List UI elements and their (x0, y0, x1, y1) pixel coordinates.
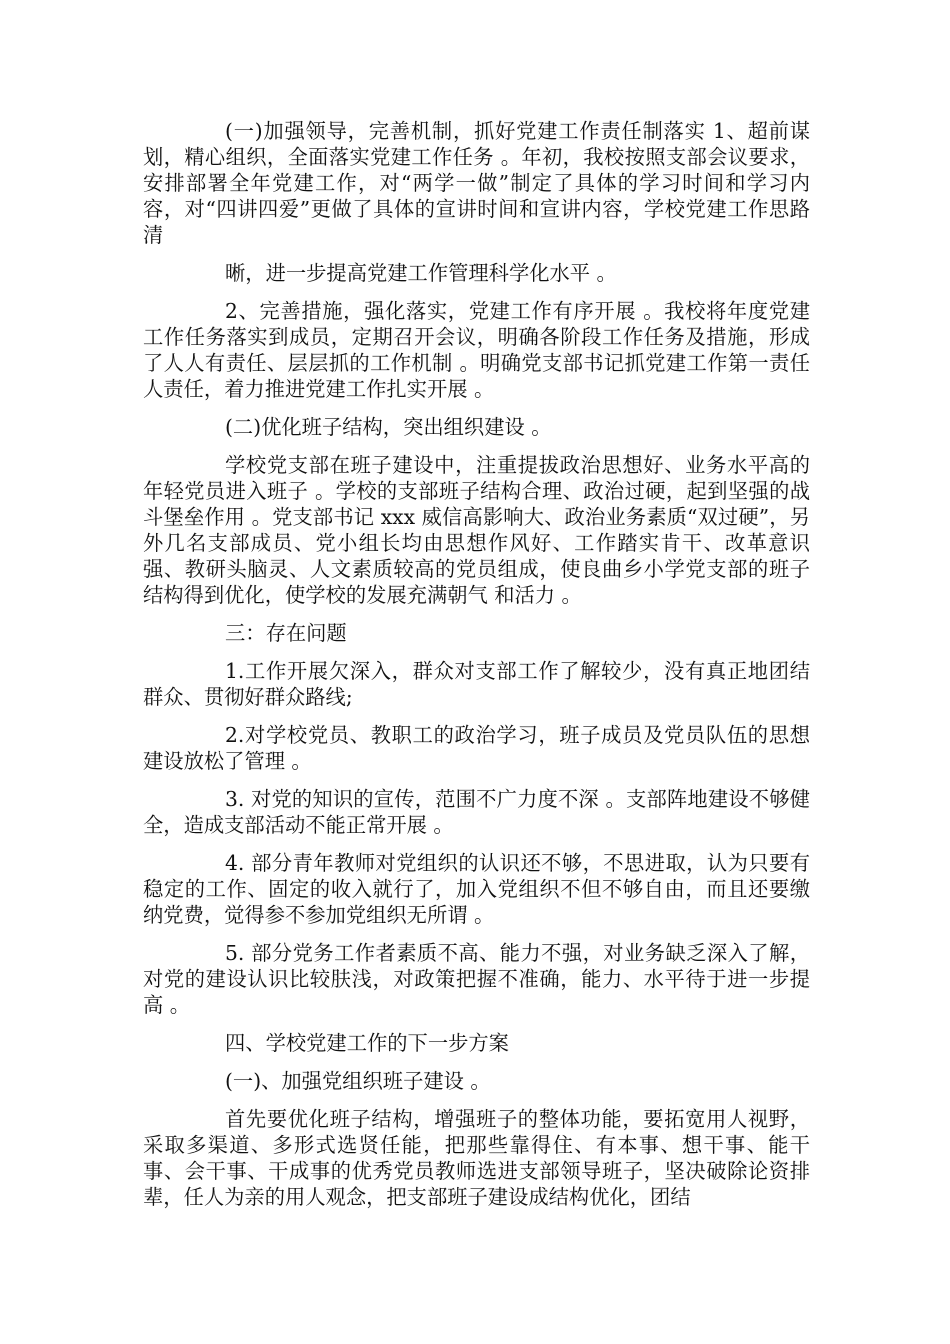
paragraph-2: 晰，进一步提高党建工作管理科学化水平 。 (225, 261, 617, 285)
section-heading-2: (二)优化班子结构，突出组织建设 。 (225, 415, 552, 439)
problem-item-2: 2.对学校党员、教职工的政治学习，班子成员及党员队伍的思想建设放松了管理 。 (143, 723, 810, 773)
paragraph-1: (一)加强领导，完善机制，抓好党建工作责任制落实 1、超前谋划，精心组织，全面落实党建工作任务 。年初，我校按照支部会议要求，安排部署全年党建工作，对“两学一做”制定了具体的学习时间和学习内容，对“四讲四爱”更做了具体的宣讲时间和宣讲内容，学校党建工作思路清 (143, 119, 810, 247)
section-heading-3: 三：存在问题 (225, 621, 347, 645)
problem-item-1: 1.工作开展欠深入，群众对支部工作了解较少，没有真正地团结群众、贯彻好群众路线; (143, 659, 810, 709)
subsection-heading: (一)、加强党组织班子建设 。 (225, 1069, 491, 1093)
paragraph-5: 首先要优化班子结构，增强班子的整体功能，要拓宽用人视野，采取多渠道、多形式选贤任能，把那些靠得住、有本事、想干事、能干事、会干事、干成事的优秀党员教师选进支部领导班子，坚决破除论资排辈，任人为亲的用人观念，把支部班子建设成结构优化，团结 (143, 1107, 810, 1209)
document-body (143, 118, 810, 1222)
problem-item-5: 5. 部分党务工作者素质不高、能力不强，对业务缺乏深入了解，对党的建设认识比较肤浅，对政策把握不准确，能力、水平待于进一步提高 。 (143, 941, 810, 1017)
section-heading-4: 四、学校党建工作的下一步方案 (225, 1031, 509, 1055)
problem-item-3: 3. 对党的知识的宣传，范围不广力度不深 。支部阵地建设不够健全，造成支部活动不能正常开展 。 (143, 787, 810, 837)
problem-item-4: 4. 部分青年教师对党组织的认识还不够，不思进取，认为只要有稳定的工作、固定的收入就行了，加入党组织不但不够自由，而且还要缴纳党费，觉得参不参加党组织无所谓 。 (143, 851, 810, 927)
paragraph-4: 学校党支部在班子建设中，注重提拔政治思想好、业务水平高的年轻党员进入班子 。学校的支部班子结构合理、政治过硬，起到坚强的战斗堡垒作用 。党支部书记 xxx 威信高影响大、政治业务素质“双过硬”，另外几名支部成员、党小组长均由思想作风好、工作踏实肯干、改革意识强、教研头脑灵、人文素质较高的党员组成，使良曲乡小学党支部的班子结构得到优化，使学校的发展充满朝气 和活力 。 (143, 453, 810, 607)
paragraph-3: 2、完善措施，强化落实，党建工作有序开展 。我校将年度党建工作任务落实到成员，定期召开会议，明确各阶段工作任务及措施，形成了人人有责任、层层抓的工作机制 。明确党支部书记抓党建工作第一责任人责任，着力推进党建工作扎实开展 。 (143, 299, 810, 401)
